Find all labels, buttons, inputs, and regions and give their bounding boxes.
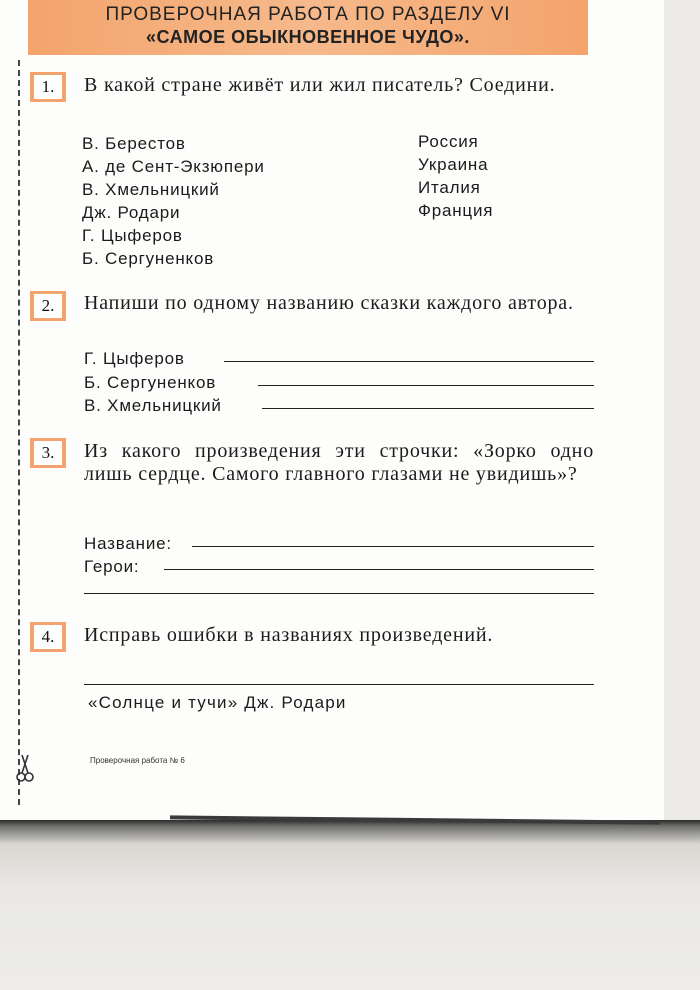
answer-line[interactable] bbox=[192, 546, 594, 547]
task1-countries bbox=[418, 130, 493, 222]
author-item: А. де Сент-Экзюпери bbox=[82, 157, 265, 176]
header-title: ПРОВЕРОЧНАЯ РАБОТА ПО РАЗДЕЛУ VI bbox=[105, 4, 511, 25]
task-number-box bbox=[30, 291, 66, 321]
answer-line[interactable] bbox=[258, 385, 594, 386]
header-subtitle: «САМОЕ ОБЫКНОВЕННОЕ ЧУДО». bbox=[146, 27, 470, 47]
section-header bbox=[28, 0, 588, 55]
scissors-icon bbox=[14, 752, 36, 784]
answer-line[interactable] bbox=[262, 408, 594, 409]
task1-question: В какой стране живёт или жил писатель? Соедини. bbox=[84, 74, 556, 96]
task-number-box bbox=[30, 438, 66, 468]
task2-question: Напиши по одному названию сказки каждого автора. bbox=[84, 292, 574, 314]
task-number: 4. bbox=[34, 625, 62, 649]
task-number: 2. bbox=[34, 294, 62, 318]
task2-author-label: Г. Цыферов bbox=[84, 349, 185, 368]
author-item: Г. Цыферов bbox=[82, 226, 183, 245]
task1-authors bbox=[82, 132, 265, 270]
country-item: Франция bbox=[418, 201, 494, 220]
title-label: Название: bbox=[84, 534, 172, 553]
country-item: Италия bbox=[418, 178, 481, 197]
answer-line[interactable] bbox=[164, 569, 594, 570]
cut-line bbox=[18, 60, 20, 805]
author-item: Дж. Родари bbox=[82, 203, 181, 222]
task2-author-label: Б. Сергуненков bbox=[84, 373, 217, 392]
country-item: Украина bbox=[418, 155, 489, 174]
task4-question: Исправь ошибки в названиях произведений. bbox=[84, 624, 494, 646]
heroes-label: Герои: bbox=[84, 557, 140, 576]
answer-line[interactable] bbox=[84, 684, 594, 685]
footer-note: Проверочная работа № 6 bbox=[90, 756, 185, 765]
author-item: В. Берестов bbox=[82, 134, 186, 153]
work-title: «Солнце и тучи» Дж. Родари bbox=[88, 693, 347, 712]
task-number: 1. bbox=[34, 75, 62, 99]
task-number-box bbox=[30, 622, 66, 652]
country-item: Россия bbox=[418, 132, 479, 151]
author-item: Б. Сергуненков bbox=[82, 249, 215, 268]
answer-line[interactable] bbox=[84, 593, 594, 594]
task-number: 3. bbox=[34, 441, 62, 465]
answer-line[interactable] bbox=[224, 361, 594, 362]
task2-author-label: В. Хмельницкий bbox=[84, 396, 222, 415]
author-item: В. Хмельницкий bbox=[82, 180, 220, 199]
background-surface bbox=[0, 820, 700, 990]
task3-question: Из какого произведения эти строчки: «Зорко одно лишь сердце. Самого главного глазами не увидишь»? bbox=[84, 440, 594, 485]
task-number-box bbox=[30, 72, 66, 102]
